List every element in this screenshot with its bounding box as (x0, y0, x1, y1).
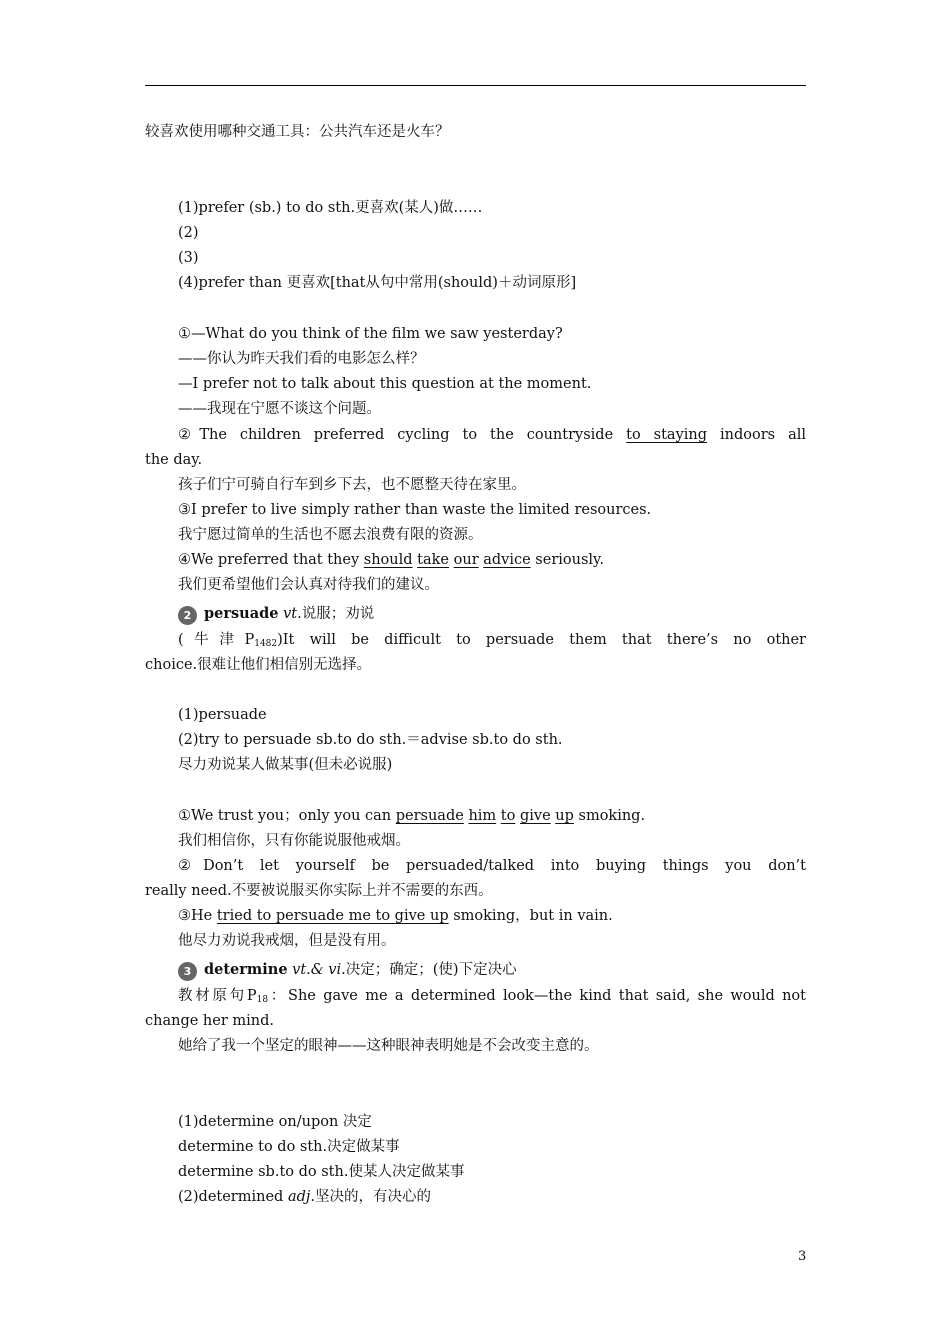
example-zh: 孩子们宁可骑自行车到乡下去，也不愿整天待在家里。 (178, 477, 526, 493)
number-badge: 3 (178, 962, 197, 981)
example-en-cont: the day. (145, 452, 203, 468)
rule-line: 尽力劝说某人做某事(但未必说服) (178, 757, 393, 773)
quote-line-cont: change her mind. (145, 1013, 274, 1029)
headword: determine (204, 961, 288, 978)
example-en: ①—What do you think of the film we saw yesterday? (178, 326, 563, 342)
text-line: 较喜欢使用哪种交通工具：公共汽车还是火车？ (145, 124, 450, 140)
example-zh: 我宁愿过简单的生活也不愿去浪费有限的资源。 (178, 527, 483, 543)
example-zh: 他尽力劝说我戒烟，但是没有用。 (178, 933, 396, 949)
rule-line: determine to do sth.决定做某事 (178, 1139, 400, 1155)
entry-heading: 3 determine vt.& vi.决定；确定；(使)下定决心 (178, 960, 517, 981)
quote-line: 教材原句$P_{18}$：She gave me a determined look—the kind that said, she would not (178, 988, 806, 1005)
rule-line: (3) (178, 250, 199, 266)
quote-zh: 她给了我一个坚定的眼神——这种眼神表明她是不会改变主意的。 (178, 1038, 599, 1054)
underlined-answer: to staying (626, 427, 708, 443)
rule-line: (2)determined adj.坚决的，有决心的 (178, 1189, 431, 1205)
example-en: ③He tried to persuade me to give up smoking，but in vain. (178, 908, 613, 924)
example-en: ②Don’t let yourself be persuaded/talked into buying things you don’t (178, 858, 806, 874)
example-zh: ——你认为昨天我们看的电影怎么样？ (178, 351, 425, 367)
rule-line: determine sb.to do sth.使某人决定做某事 (178, 1164, 465, 1180)
example-zh: 我们相信你，只有你能说服他戒烟。 (178, 833, 410, 849)
example-en: ④We preferred that they should take our advice seriously. (178, 552, 604, 568)
example-en: —I prefer not to talk about this question at the moment. (178, 376, 592, 392)
quote-line-cont: choice.很难让他们相信别无选择。 (145, 657, 372, 673)
example-zh: ——我现在宁愿不谈这个问题。 (178, 401, 381, 417)
quote-line: (牛津$P_{1482})It$ will be difficult to persuade them that there’s no other (178, 632, 806, 649)
rule-line: (2)try to persuade sb.to do sth.＝advise sb.to do sth. (178, 732, 563, 748)
rule-line: (1)determine on/upon 决定 (178, 1114, 372, 1130)
example-en: ③I prefer to live simply rather than waste the limited resources. (178, 502, 652, 518)
rule-line: (1)persuade (178, 707, 267, 723)
rule-line: (1)prefer (sb.) to do sth.更喜欢(某人)做…… (178, 200, 483, 216)
page-number: 3 (798, 1249, 807, 1264)
example-en-cont: really need.不要被说服买你实际上并不需要的东西。 (145, 883, 493, 899)
headword: persuade (204, 605, 279, 622)
example-zh: 我们更希望他们会认真对待我们的建议。 (178, 577, 439, 593)
example-en: ①We trust you；only you can persuade him to give up smoking. (178, 808, 646, 824)
entry-heading: 2 persuade vt.说服；劝说 (178, 604, 374, 625)
header-rule (145, 85, 806, 86)
example-en: ②The children preferred cycling to the countryside to staying indoors all (178, 427, 806, 443)
rule-line: (2) (178, 225, 199, 241)
number-badge: 2 (178, 606, 197, 625)
rule-line: (4)prefer than 更喜欢[that从句中常用(should)＋动词原形] (178, 275, 577, 291)
